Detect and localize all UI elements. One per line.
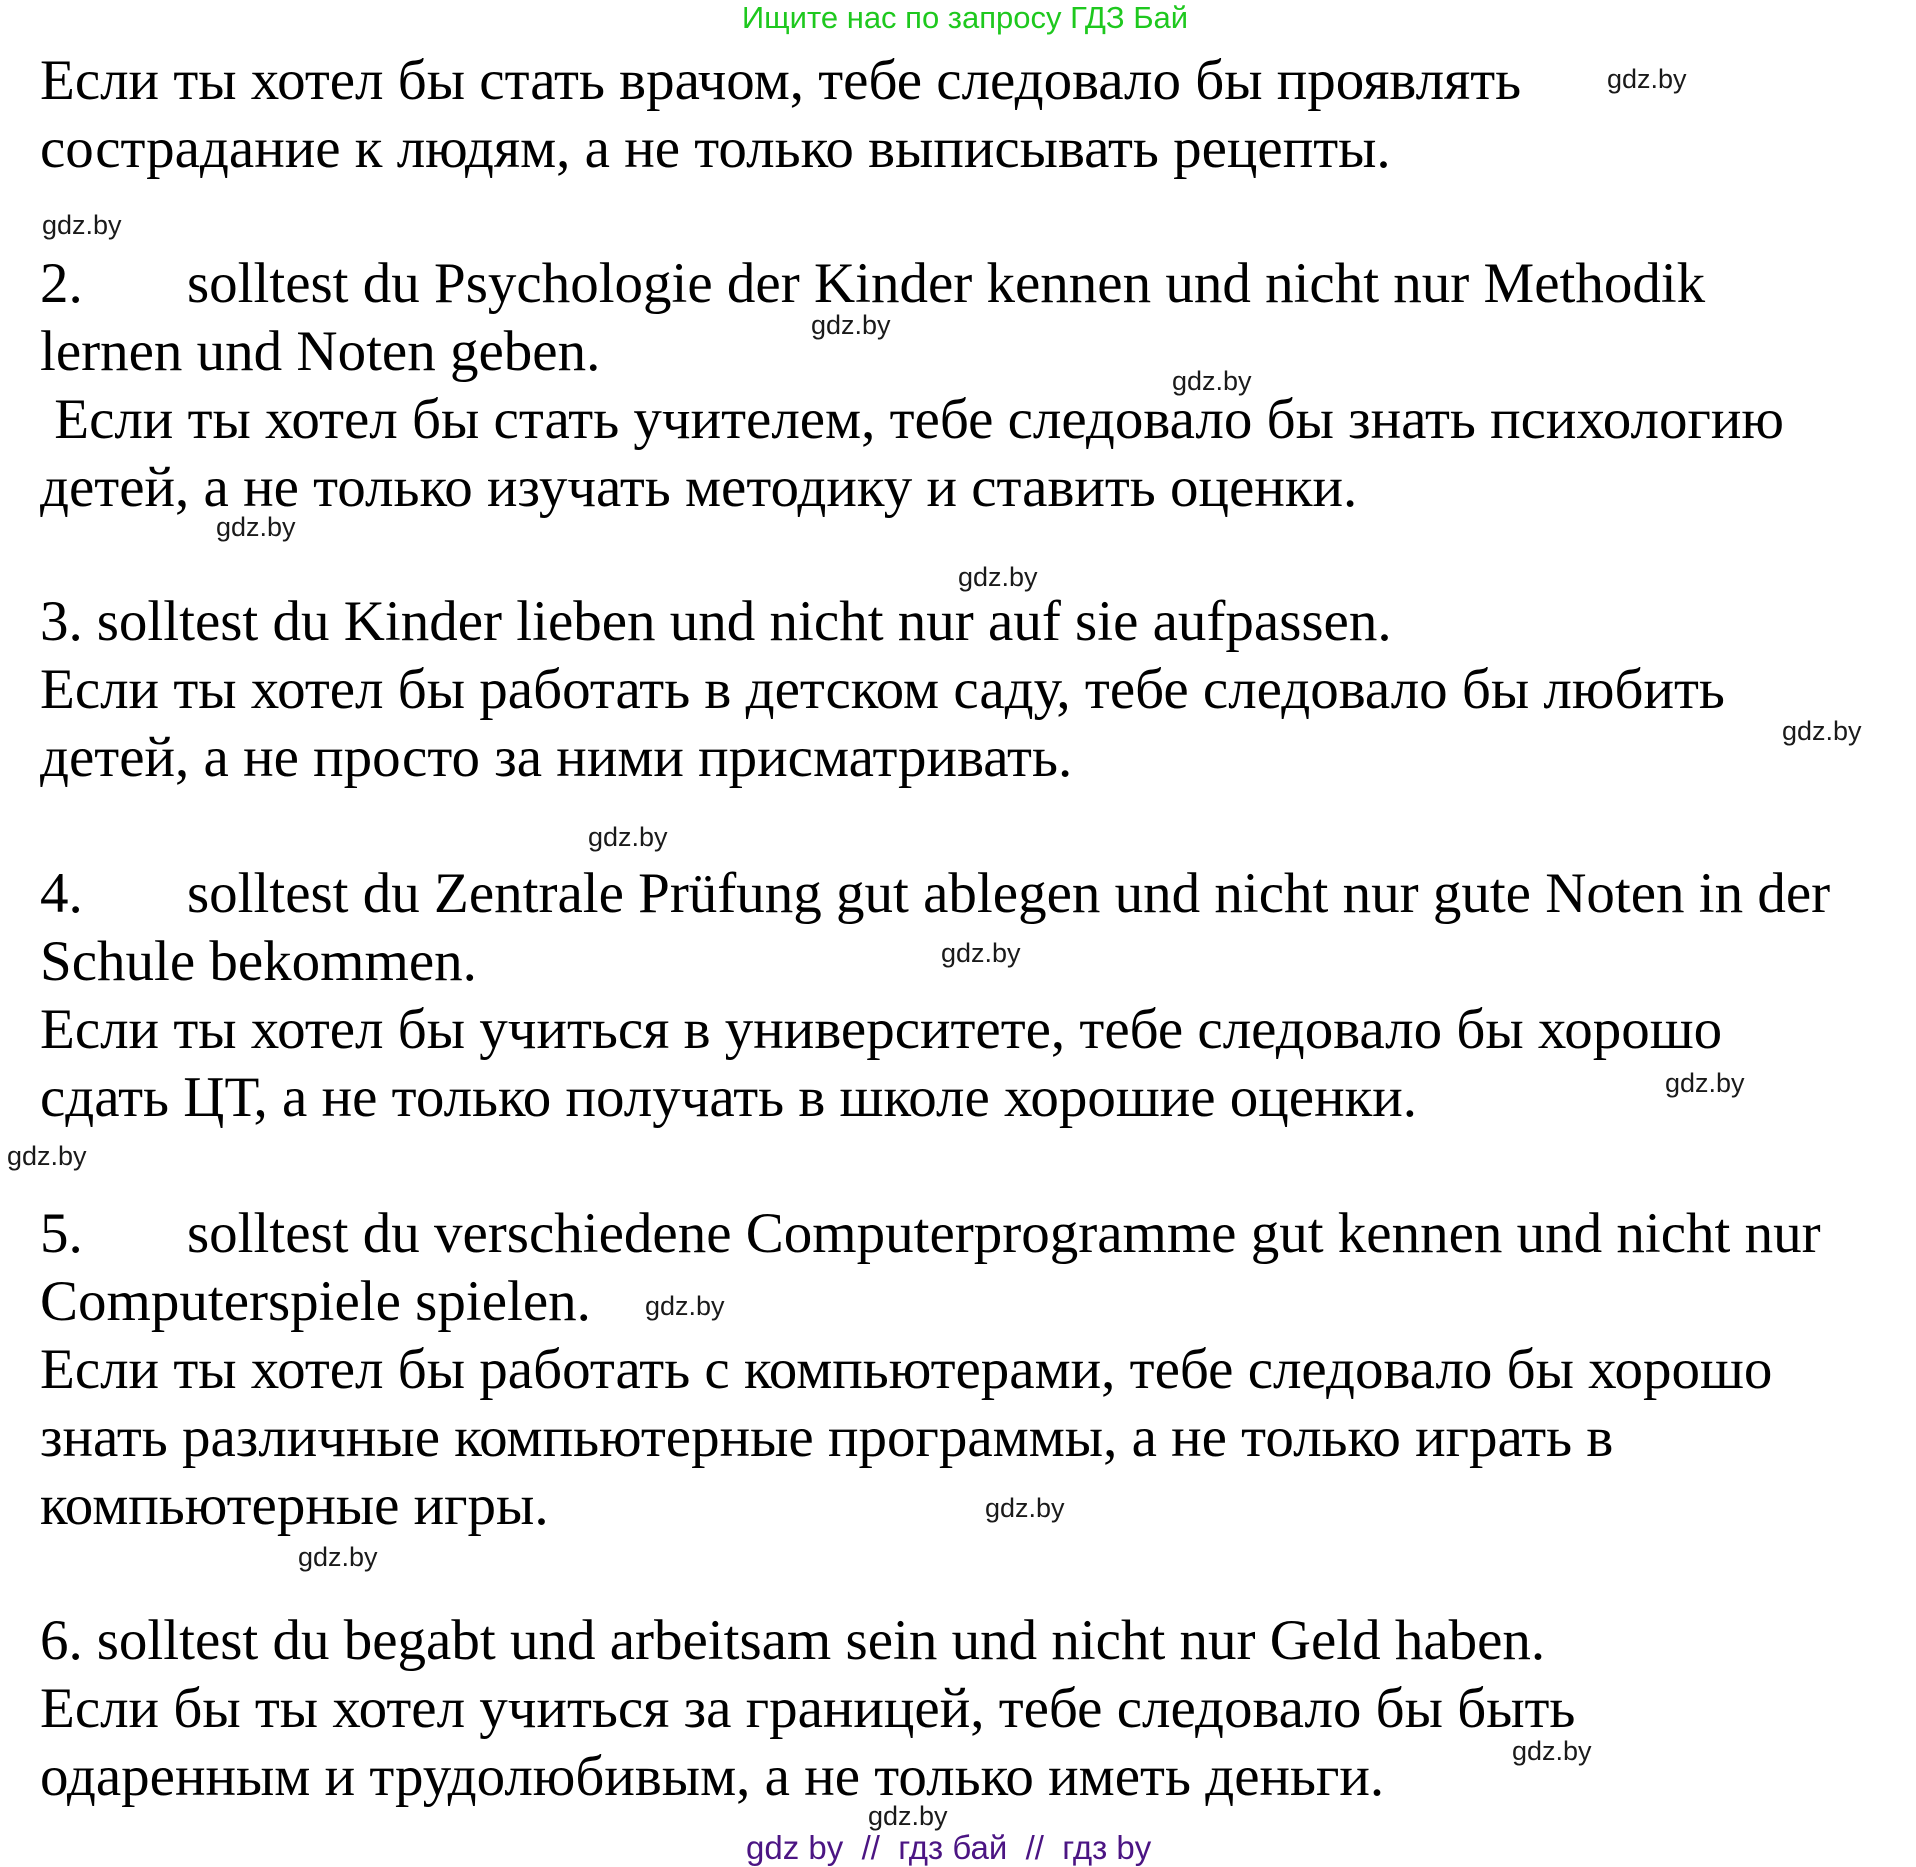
watermark-label: gdz.by — [985, 1493, 1065, 1523]
answer-5-german-text: solltest du verschiedene Computerprogramme gut kennen und nicht nur — [187, 1202, 1821, 1265]
watermark-label: gdz.by — [941, 938, 1021, 968]
watermark-label: gdz.by — [1607, 64, 1687, 94]
answer-4-russian-line-1: Если ты хотел бы учиться в университете, тебе следовало бы хорошо — [40, 998, 1723, 1061]
watermark-label: gdz.by — [1665, 1068, 1745, 1098]
answer-5-german-line-2: Computerspiele spielen. — [40, 1270, 591, 1333]
watermark-label: gdz.by — [811, 310, 891, 340]
watermark-label: gdz.by — [298, 1542, 378, 1572]
answer-4-german-text: solltest du Zentrale Prüfung gut ablegen und nicht nur gute Noten in der — [187, 862, 1831, 925]
answer-1-russian-line-1: Если ты хотел бы стать врачом, тебе следовало бы проявлять — [40, 49, 1522, 112]
answer-4-german-line-1 — [40, 862, 1831, 925]
answer-6-russian-line-2: одаренным и трудолюбивым, а не только иметь деньги. — [40, 1745, 1385, 1808]
watermark-label: gdz.by — [645, 1291, 725, 1321]
answer-3-russian-line-2: детей, а не просто за ними присматривать. — [40, 726, 1073, 789]
watermark-label: gdz.by — [1512, 1736, 1592, 1766]
answer-2-russian-line-2: детей, а не только изучать методику и ставить оценки. — [40, 456, 1358, 519]
answer-3-russian-line-1: Если ты хотел бы работать в детском саду, тебе следовало бы любить — [40, 658, 1725, 721]
answer-5-russian-line-2: знать различные компьютерные программы, а не только играть в — [40, 1406, 1614, 1469]
answer-4-russian-line-2: сдать ЦТ, а не только получать в школе хорошие оценки. — [40, 1066, 1418, 1129]
watermark-label: gdz.by — [42, 210, 122, 240]
watermark-label: gdz.by — [7, 1141, 87, 1171]
answer-4-german-line-2: Schule bekommen. — [40, 930, 477, 993]
answer-2-german-text: solltest du Psychologie der Kinder kennen und nicht nur Methodik — [187, 252, 1706, 315]
answer-5-russian-line-3: компьютерные игры. — [40, 1474, 549, 1537]
watermark-label: gdz.by — [216, 512, 296, 542]
answer-2-russian-line-1: Если ты хотел бы стать учителем, тебе следовало бы знать психологию — [40, 388, 1784, 451]
answer-2-german-line-2: lernen und Noten geben. — [40, 320, 601, 383]
footer-site-links: gdz by // гдз бай // гдз by — [746, 1829, 1152, 1866]
answer-6-number: 6. — [40, 1609, 83, 1672]
answer-1-russian-line-2: сострадание к людям, а не только выписывать рецепты. — [40, 117, 1391, 180]
answer-3-german-text: solltest du Kinder lieben und nicht nur auf sie aufpassen. — [96, 590, 1392, 653]
watermark-label: gdz.by — [588, 822, 668, 852]
answer-5-number: 5. — [40, 1202, 83, 1265]
answer-2-german-line-1 — [40, 252, 1706, 315]
answer-6-german-text: solltest du begabt und arbeitsam sein und nicht nur Geld haben. — [96, 1609, 1546, 1672]
watermark-label: gdz.by — [1782, 716, 1862, 746]
answer-3-number: 3. — [40, 590, 83, 653]
answer-4-number: 4. — [40, 862, 83, 925]
watermark-label: gdz.by — [1172, 366, 1252, 396]
answer-5-russian-line-1: Если ты хотел бы работать с компьютерами, тебе следовало бы хорошо — [40, 1338, 1773, 1401]
answer-6-german-line-1 — [40, 1609, 1546, 1672]
answer-5-german-line-1 — [40, 1202, 1821, 1265]
watermark-label: gdz.by — [958, 562, 1038, 592]
search-hint-banner: Ищите нас по запросу ГДЗ Бай — [741, 0, 1189, 35]
answer-6-russian-line-1: Если бы ты хотел учиться за границей, тебе следовало бы быть — [40, 1677, 1576, 1740]
answer-3-german-line-1 — [40, 590, 1392, 653]
answer-2-number: 2. — [40, 252, 83, 315]
watermark-label: gdz.by — [868, 1801, 948, 1831]
